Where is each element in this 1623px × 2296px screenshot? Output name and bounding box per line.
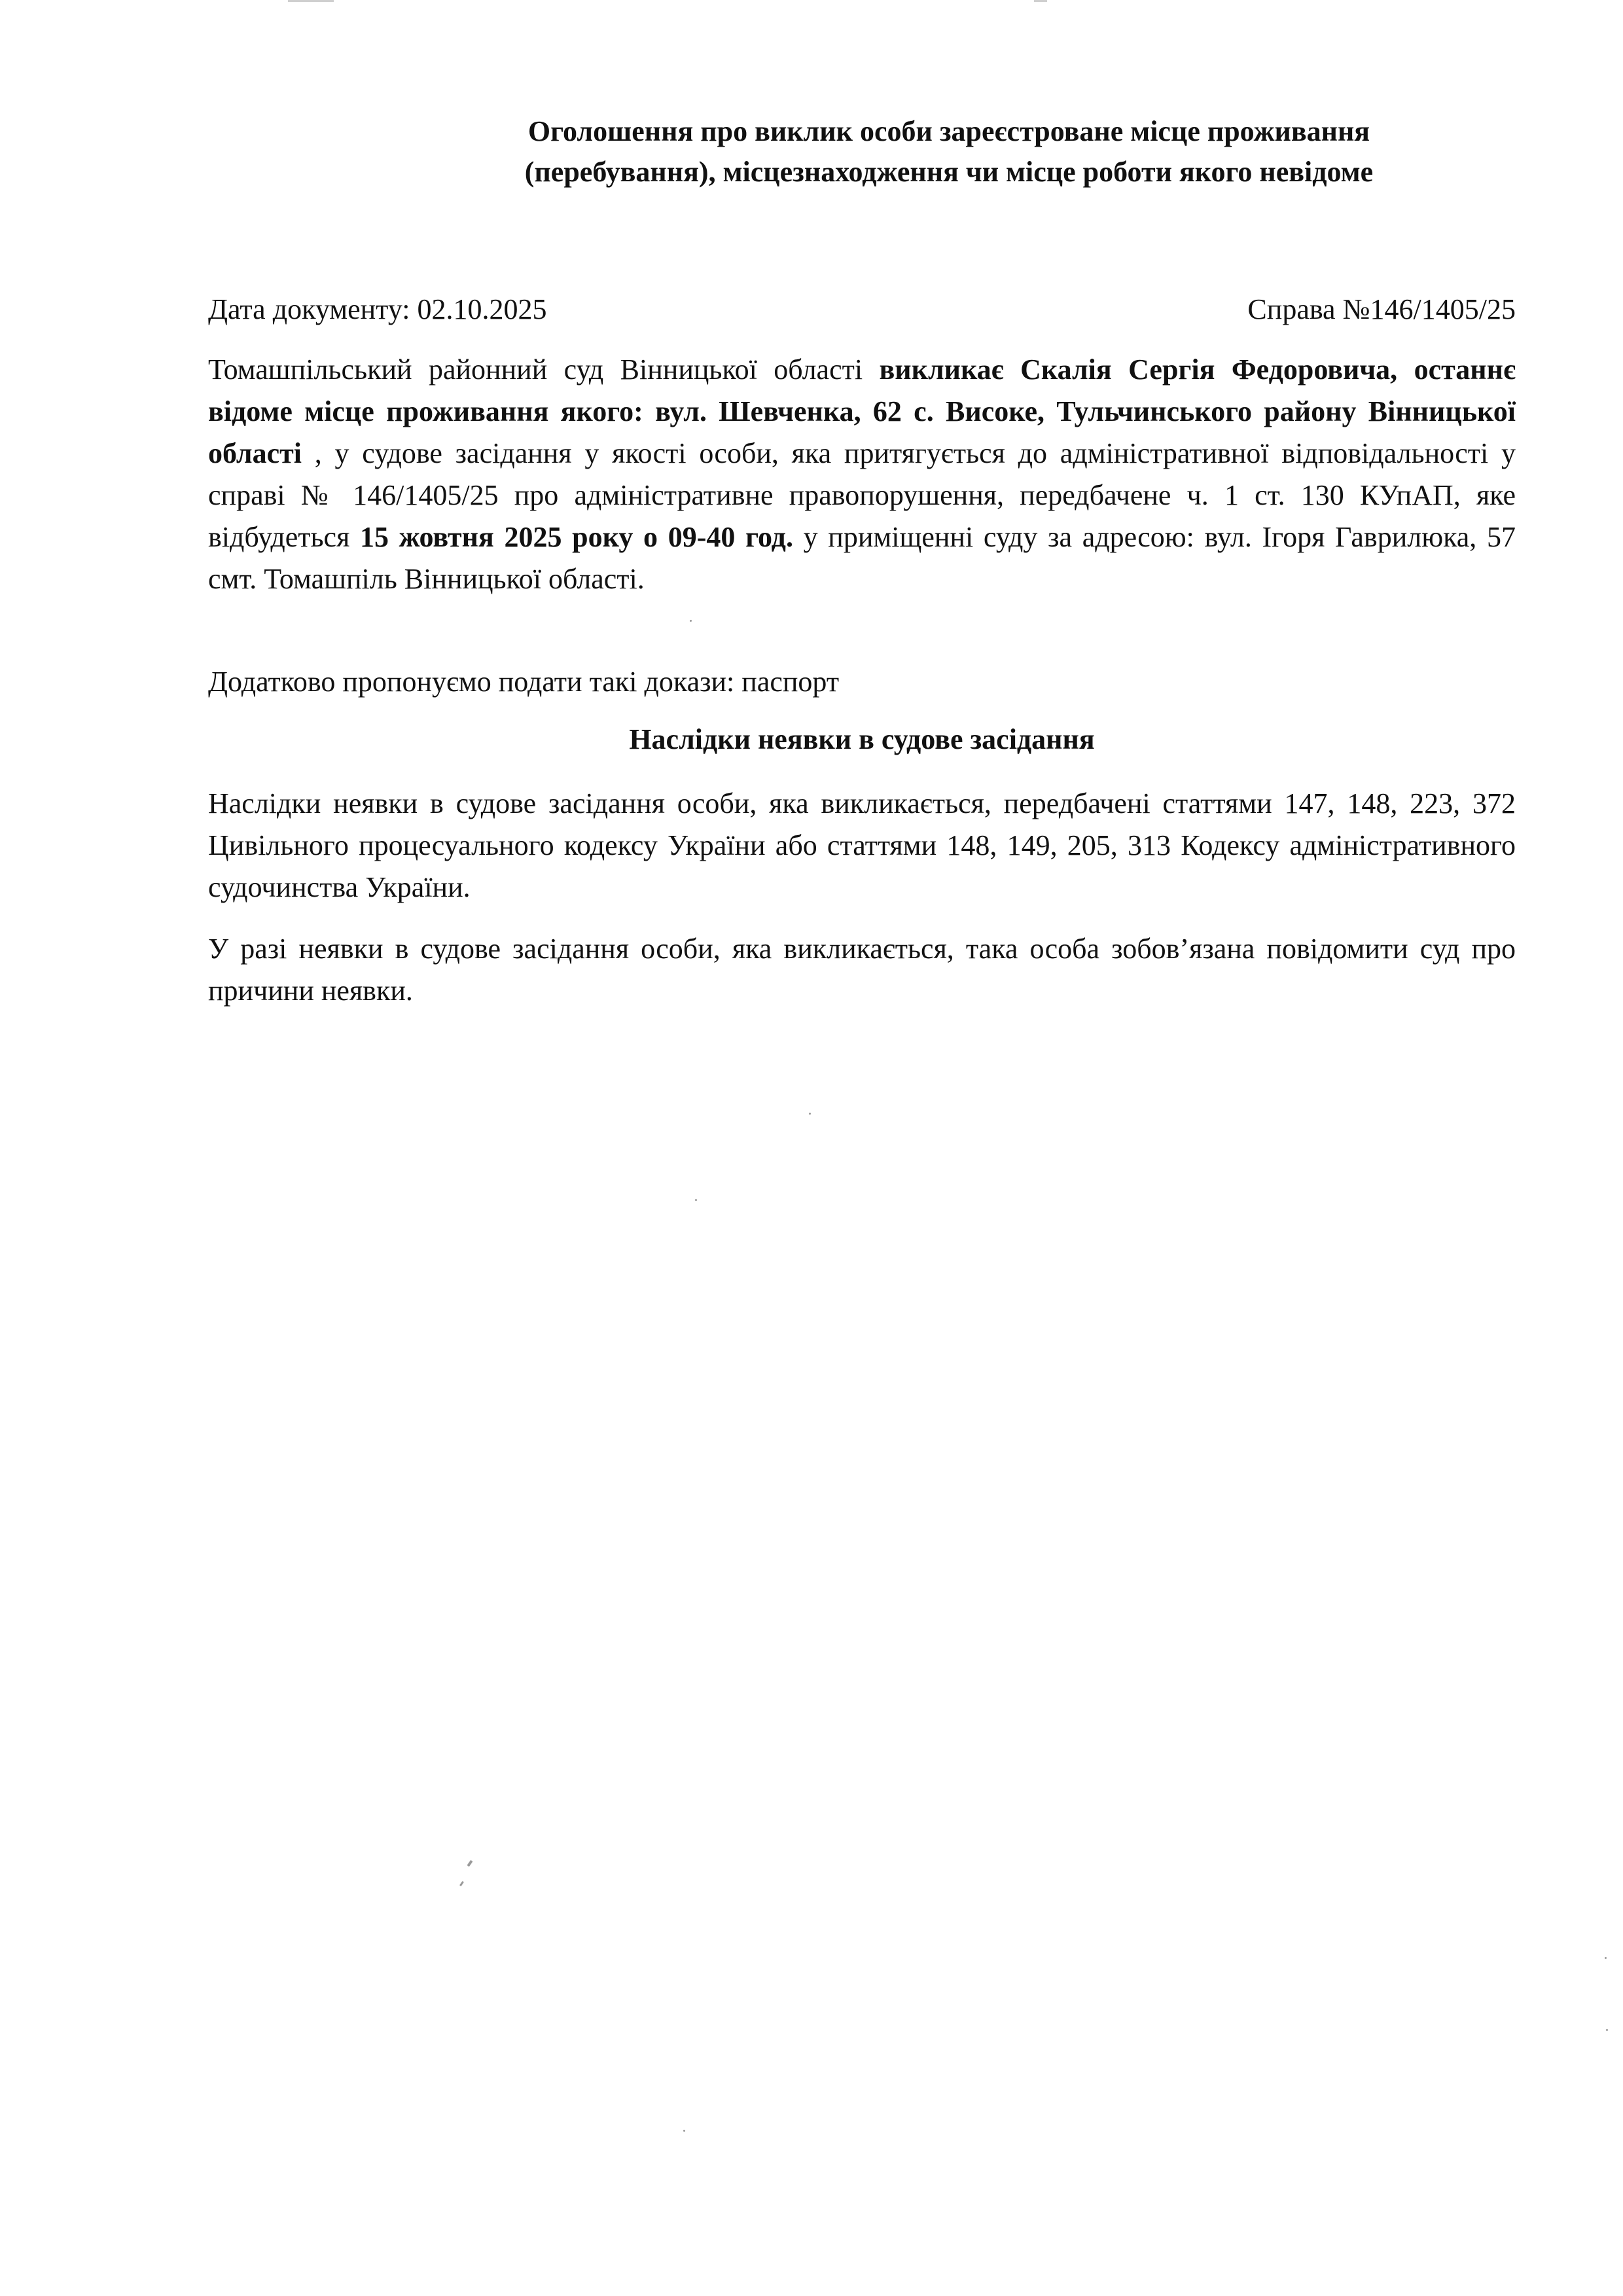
summons-run: у приміщенні суду за адресою: вул. Ігоря Гаврилюка, 57 смт. Томашпіль Вінницької області.	[208, 521, 1516, 595]
document-meta-row	[208, 293, 1516, 327]
document-title	[366, 111, 1531, 192]
absence-paragraph: У разі неявки в судове засідання особи, яка викликається, така особа зобов’язана повідомити суд про причини неявки.	[208, 933, 1516, 1007]
consequences-heading: Наслідки неявки в судове засідання	[629, 723, 1095, 755]
consequences-paragraph: Наслідки неявки в судове засідання особи, яка викликається, передбачені статтями 147, 148, 223, 372 Цивільного процесуального кодексу України або статтями 148, 149, 205, 313 Кодексу адміністративного судочинства України.	[208, 787, 1516, 903]
document-title-line-2: (перебування), місцезнаходження чи місце роботи якого невідоме	[524, 156, 1374, 188]
scan-speck	[1605, 1957, 1607, 1959]
scan-speck	[467, 1860, 473, 1867]
hearing-datetime: 15 жовтня 2025 року о 09-40 год.	[359, 521, 793, 553]
document-title-line-1: Оголошення про виклик особи зареєстроване місце проживання	[527, 115, 1370, 147]
scan-speck	[695, 1199, 697, 1201]
scan-speck	[683, 2130, 685, 2132]
summons-run-bold: викликає Скалія Сергія Федоровича, останнє відоме місце проживання якого: вул. Шевченка, 62 с. Високе, Тульчинського району Вінницької області	[208, 353, 1516, 469]
scan-speck	[809, 1113, 811, 1115]
document-date: Дата документу: 02.10.2025	[208, 293, 547, 325]
summons-run: , у судове засідання у якості особи, яка притягується до адміністративної відповідальності у справі № 146/1405/25 про адміністративне правопорушення, передбачене ч. 1 ст. 130 КУпАП, яке відбудеться	[208, 437, 1516, 553]
scan-speck	[690, 620, 692, 622]
scan-edge-mark	[288, 0, 334, 2]
summons-paragraph	[208, 349, 1516, 600]
case-number: Справа №146/1405/25	[1247, 293, 1516, 325]
scan-speck	[1606, 2029, 1608, 2031]
scan-edge-mark	[1034, 0, 1047, 2]
summons-run: Томашпільський районний суд Вінницької області	[208, 353, 880, 386]
scan-speck	[459, 1881, 464, 1886]
evidence-line: Додатково пропонуємо подати такі докази: паспорт	[208, 666, 840, 698]
